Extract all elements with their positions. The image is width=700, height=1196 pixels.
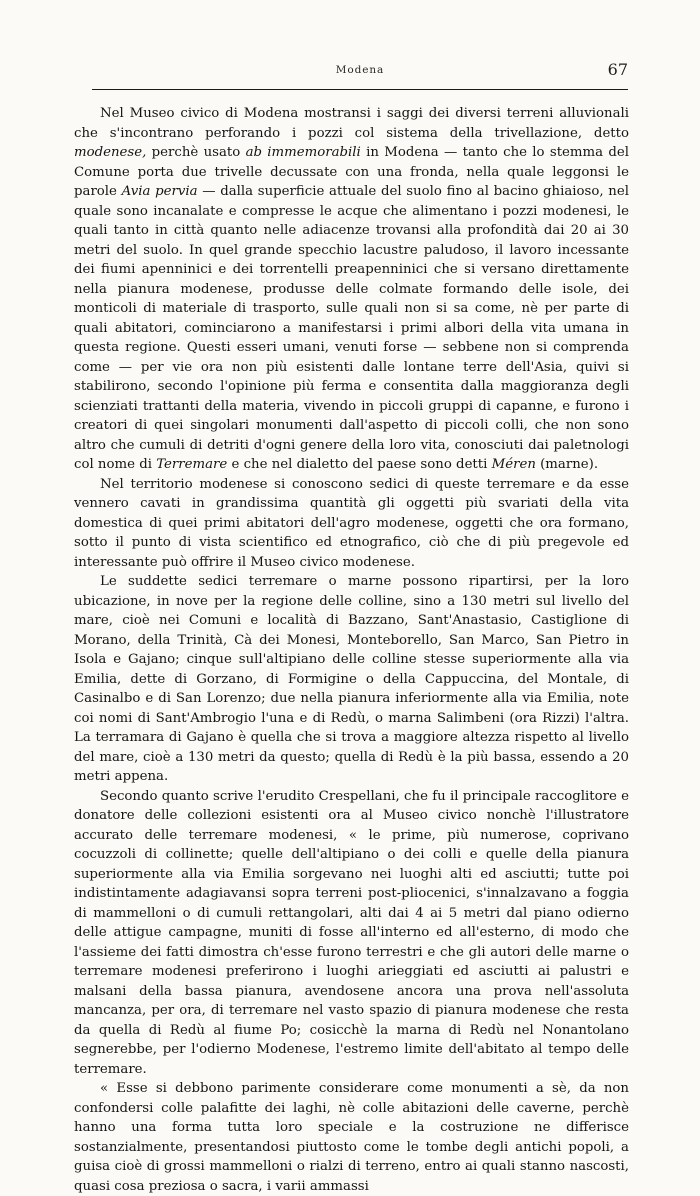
running-head: Modena (335, 64, 385, 76)
italic-term: modenese, (74, 145, 147, 160)
text-run: Nel territorio modenese si conoscono sedici di queste terremare e da esse vennero cavati in grandissima quantità gli oggetti più svariati della vita domestica di quei primi abitatori dell'agro modenese, oggetti che ora formano, sotto il punto di vista scientifico ed etnografico, ciò che di più pregevole ed interessante può offrire il Museo civico modenese. (74, 476, 629, 570)
paragraph (74, 475, 629, 573)
body-text (74, 104, 629, 1196)
text-run: Nel Museo civico di Modena mostransi i saggi dei diversi terreni alluvionali che s'incontrano perforando i pozzi col sistema della trivellazione, detto (74, 106, 629, 141)
text-run: Secondo quanto scrive l'erudito Crespellani, che fu il principale raccoglitore e donatore delle collezioni esistenti ora al Museo civico nonchè l'illustratore accurato delle terremare modenesi, « le prime, più numerose, coprivano cocuzzoli di collinette; quelle dell'altipiano o dei colli e quelle della pianura superiormente alla via Emilia sorgevano nei luoghi alti ed asciutti; tutte poi indistintamente adagiavansi sopra terreni post-pliocenici, s'innalzavano a foggia di mammelloni o di cumuli rettangolari, alti dai 4 ai 5 metri dal piano odierno delle attigue campagne, muniti di fosse all'interno ed all'esterno, di modo che l'assieme dei fatti dimostra ch'esse furono terrestri e che gli autori delle marne o terremare modenesi preferirono i luoghi arieggiati ed asciutti ai palustri e malsani della bassa pianura, avendosene ancora una prova nell'assoluta mancanza, per ora, di terremare nel vasto spazio di pianura modenese che resta da quella di Redù al fiume Po; cosicchè la marna di Redù nel Nonantolano segnerebbe, per l'odierno Modenese, l'estremo limite dell'abitato al tempo delle terremare. (74, 788, 629, 1077)
paragraph (74, 572, 629, 787)
page-number: 67 (607, 60, 628, 79)
text-run: in Modena — tanto che lo stemma del Comune porta due trivelle decussate con una fronda, nella quale leggonsi le parole (74, 145, 629, 199)
page-header (92, 60, 628, 90)
italic-term: Méren (491, 457, 536, 472)
paragraph (74, 787, 629, 1080)
text-run: Le suddette sedici terremare o marne possono ripartirsi, per la loro ubicazione, in nove per la regione delle colline, sino a 130 metri sul livello del mare, cioè nei Comuni e località di Bazzano, Sant'Anastasio, Castiglione di Morano, della Trinità, Cà dei Monesi, Monteborello, San Marco, San Pietro in Isola e Gajano; cinque sull'altipiano delle colline stesse superiormente alla via Emilia, dette di Gorzano, di Formigine o della Cappuccina, del Montale, di Casinalbo e di San Lorenzo; due nella pianura inferiormente alla via Emilia, note coi nomi di Sant'Ambrogio l'una e di Redù, o marna Salimbeni (ora Rizzi) l'altra. La terramara di Gajano è quella che si trova a maggiore altezza rispetto al livello del mare, cioè a 130 metri da questo; quella di Redù è la più bassa, essendo a 20 metri appena. (74, 574, 629, 784)
italic-term: Avia pervia (121, 184, 198, 199)
text-run: perchè usato (146, 145, 246, 160)
text-run: — dalla superficie attuale del suolo fino al bacino ghiaioso, nel quale sono incanalate e compresse le acque che alimentano i pozzi modenesi, le quali tanto in città quanto nelle adiacenze trovansi alla profondità dai 20 ai 30 metri del suolo. In quel grande specchio lacustre paludoso, il lavoro incessante dei fiumi apenninici e dei torrentelli preapenninici che si versano direttamente nella pianura modenese, produsse delle colmate formando delle isole, dei monticoli di materiale di trasporto, sulle quali non si sa come, nè per parte di quali abitatori, cominciarono a manifestarsi i primi albori della vita umana in questa regione. Questi esseri umani, venuti forse — sebbene non si comprenda come — per vie ora non più esistenti dalle lontane terre dell'Asia, quivi si stabilirono, secondo l'opinione più ferma e consentita dalla maggioranza degli scienziati trattanti della materia, vivendo in piccoli gruppi di capanne, e furono i creatori di quei singolari monumenti dall'aspetto di piccoli colli, che non sono altro che cumuli di detriti d'ogni genere della loro vita, conosciuti dai paletnologi col nome di (74, 184, 629, 472)
text-run: « Esse si debbono parimente considerare come monumenti a sè, da non confondersi colle palafitte dei laghi, nè colle abitazioni delle caverne, perchè hanno una forma tutta loro speciale e la costruzione ne differisce sostanzialmente, presentandosi piuttosto come le tombe degli antichi popoli, a guisa cioè di grossi mammelloni o rialzi di terreno, entro ai quali stanno nascosti, quasi cosa preziosa o sacra, i varii ammassi (74, 1081, 629, 1194)
text-run: (marne). (535, 457, 599, 472)
paragraph (74, 1079, 629, 1196)
paragraph (74, 104, 629, 475)
header-rule (92, 89, 628, 90)
italic-term: ab immemorabili (245, 145, 361, 160)
italic-term: Terremare (156, 457, 228, 472)
text-run: e che nel dialetto del paese sono detti (227, 457, 492, 472)
